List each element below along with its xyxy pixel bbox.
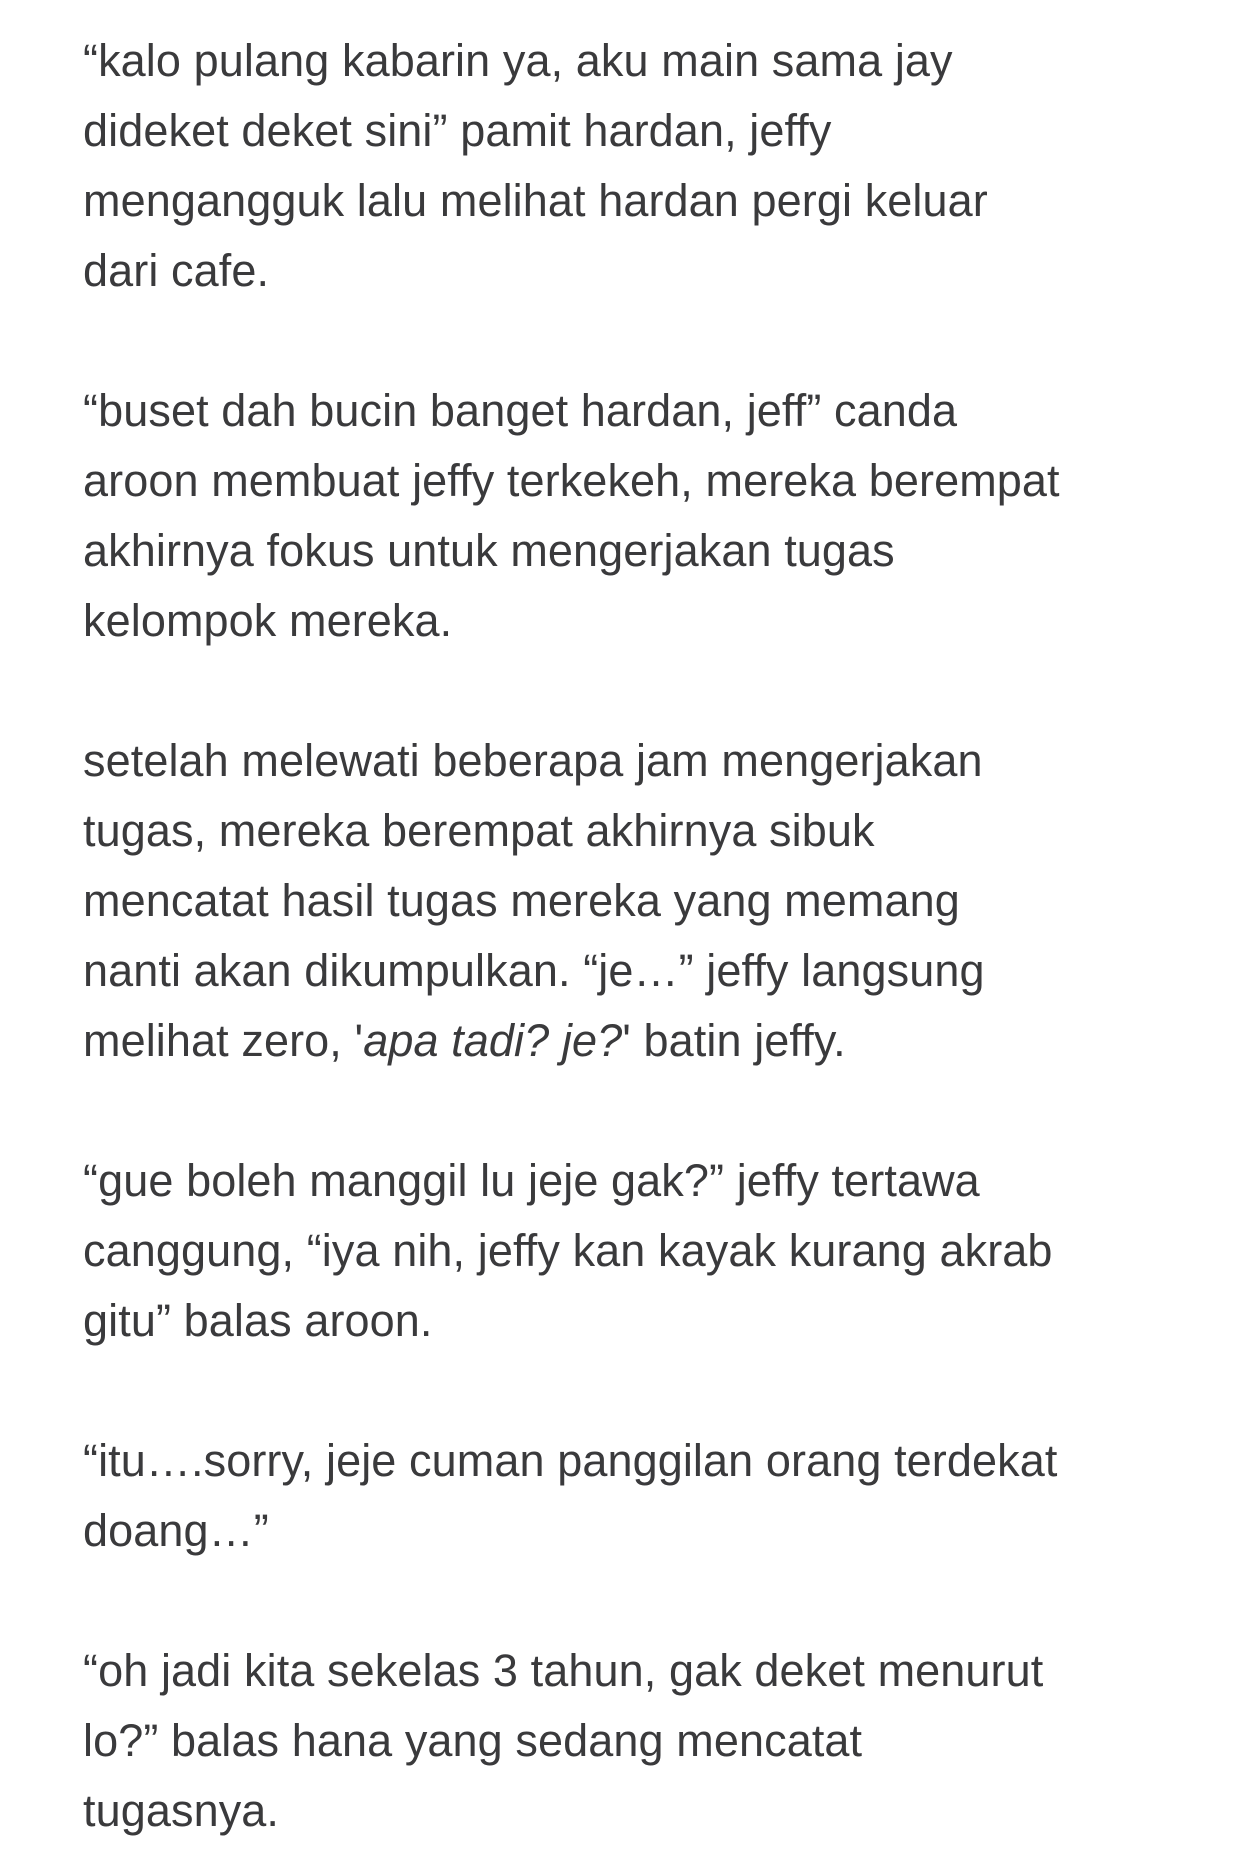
text-line: canggung, “iya nih, jeffy kan kayak kurang akrab bbox=[83, 1225, 1053, 1276]
text-line: “kalo pulang kabarin ya, aku main sama jay bbox=[83, 35, 953, 86]
text-segment: melihat zero, ' bbox=[83, 1015, 364, 1066]
paragraph bbox=[83, 1146, 1193, 1356]
note-body bbox=[83, 26, 1193, 1846]
italic-thought: apa tadi? je? bbox=[363, 1015, 623, 1066]
paragraph bbox=[83, 1426, 1193, 1566]
text-line: setelah melewati beberapa jam mengerjakan bbox=[83, 735, 983, 786]
text-line: “itu….sorry, jeje cuman panggilan orang terdekat bbox=[83, 1435, 1058, 1486]
text-line: gitu” balas aroon. bbox=[83, 1295, 433, 1346]
text-line: aroon membuat jeffy terkekeh, mereka berempat bbox=[83, 455, 1060, 506]
paragraph bbox=[83, 1636, 1193, 1846]
text-line: lo?” balas hana yang sedang mencatat bbox=[83, 1715, 863, 1766]
text-line: nanti akan dikumpulkan. “je…” jeffy langsung bbox=[83, 945, 985, 996]
text-line: tugas, mereka berempat akhirnya sibuk bbox=[83, 805, 875, 856]
paragraph bbox=[83, 726, 1193, 1076]
text-line bbox=[83, 1006, 1193, 1076]
text-line: akhirnya fokus untuk mengerjakan tugas bbox=[83, 525, 895, 576]
text-line: “gue boleh manggil lu jeje gak?” jeffy tertawa bbox=[83, 1155, 980, 1206]
text-line: dideket deket sini” pamit hardan, jeffy bbox=[83, 105, 832, 156]
text-line: mengangguk lalu melihat hardan pergi keluar bbox=[83, 175, 988, 226]
text-line: “buset dah bucin banget hardan, jeff” canda bbox=[83, 385, 958, 436]
text-segment: ' batin jeffy. bbox=[622, 1015, 846, 1066]
text-line: doang…” bbox=[83, 1505, 269, 1556]
paragraph bbox=[83, 376, 1193, 656]
text-line: “oh jadi kita sekelas 3 tahun, gak deket menurut bbox=[83, 1645, 1044, 1696]
text-line: mencatat hasil tugas mereka yang memang bbox=[83, 875, 960, 926]
text-line: kelompok mereka. bbox=[83, 595, 453, 646]
text-line: dari cafe. bbox=[83, 245, 270, 296]
paragraph bbox=[83, 26, 1193, 306]
text-line: tugasnya. bbox=[83, 1785, 280, 1836]
